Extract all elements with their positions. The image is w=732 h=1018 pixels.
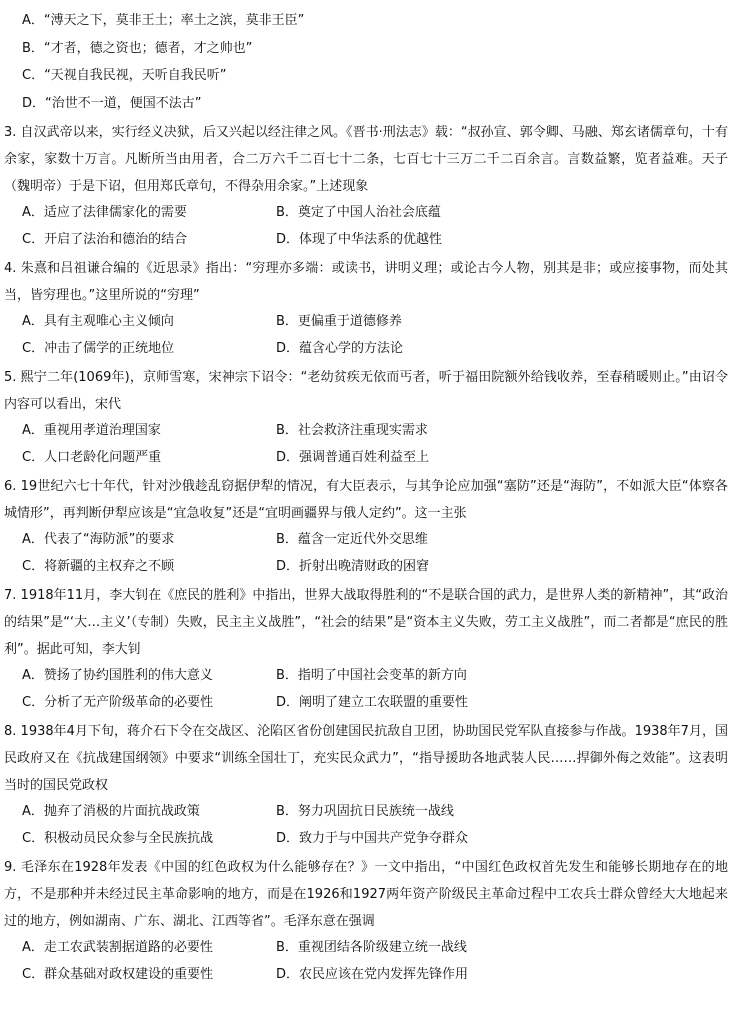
question-3-option-d: D．体现了中华法系的优越性	[276, 232, 443, 247]
question-4-option-d: D．蕴含心学的方法论	[276, 341, 404, 356]
question-3-option-b: B．奠定了中国人治社会底蕴	[276, 205, 441, 220]
question-9-option-c: C．群众基础对政权建设的重要性	[22, 967, 214, 982]
question-7-option-c: C．分析了无产阶级革命的必要性	[22, 695, 214, 710]
question-6-option-d: D．折射出晚清财政的困窘	[276, 559, 430, 574]
question-6-stem: 6. 19世纪六七十年代，针对沙俄趁乱窃据伊犁的情况，有大臣表示，与其争论应加强“塞防”还是“海防”，不如派大臣“体察各城情形”，再判断伊犁应该是“宜急收复”还是“宜明画疆界与俄人定约”。这一主张	[4, 479, 728, 522]
question-5-option-b: B．社会救济注重现实需求	[276, 423, 428, 438]
question-4-option-c: C．冲击了儒学的正统地位	[22, 341, 175, 356]
prev-option-b: B．“才者，德之资也；德者，才之帅也”	[22, 41, 253, 56]
question-7-option-d: D．阐明了建立工农联盟的重要性	[276, 695, 469, 710]
question-8-option-a: A．抛弃了消极的片面抗战政策	[22, 804, 200, 819]
question-3-stem: 3. 自汉武帝以来，实行经义决狱，后又兴起以经注律之风。《晋书·刑法志》载：“叔孙宣、郭令卿、马融、郑玄诸儒章句，十有余家，家数十万言。凡断所当由用者，合二万六千二百七十二条，七百七十三万二千二百余言。言数益繁，览者益难。天子（魏明帝）于是下诏，但用郑氏章句，不得杂用余家。”上述现象	[4, 125, 728, 195]
prev-option-a: A．“溥天之下，莫非王土；率土之滨，莫非王臣”	[22, 13, 305, 28]
question-5-option-c: C．人口老龄化问题严重	[22, 450, 162, 465]
question-7-option-b: B．指明了中国社会变革的新方向	[276, 668, 467, 683]
question-8-stem: 8. 1938年4月下旬，蒋介石下令在交战区、沦陷区省份创建国民抗敌自卫团，协助国民党军队直接参与作战。1938年7月，国民政府又在《抗战建国纲领》中要求“训练全国壮丁，充实民众武力”，“指导援助各地武装人民……捍御外侮之效能”。这表明当时的国民党政权	[4, 724, 728, 794]
question-8-option-d: D．致力于与中国共产党争夺群众	[276, 831, 469, 846]
question-9-option-a: A．走工农武装割据道路的必要性	[22, 940, 213, 955]
question-3-option-a: A．适应了法律儒家化的需要	[22, 205, 187, 220]
question-8-option-c: C．积极动员民众参与全民族抗战	[22, 831, 214, 846]
question-6-option-a: A．代表了“海防派”的要求	[22, 532, 175, 547]
question-5-option-a: A．重视用孝道治理国家	[22, 423, 161, 438]
question-8-option-b: B．努力巩固抗日民族统一战线	[276, 804, 454, 819]
prev-option-d: D．“治世不一道，便国不法古”	[22, 96, 202, 111]
question-7-option-a: A．赞扬了协约国胜利的伟大意义	[22, 668, 213, 683]
question-7-stem: 7. 1918年11月，李大钊在《庶民的胜利》中指出，世界大战取得胜利的“不是联合国的武力，是世界人类的新精神”，其“政治的结果”是“‘大…主义’（专制）失败，民主主义战胜”，“社会的结果”是“资本主义失败，劳工主义战胜”，而二者都是“庶民的胜利”。据此可知，李大钊	[4, 588, 728, 658]
question-6-option-c: C．将新疆的主权弃之不顾	[22, 559, 175, 574]
question-4-option-a: A．具有主观唯心主义倾向	[22, 314, 174, 329]
question-5-option-d: D．强调普通百姓利益至上	[276, 450, 430, 465]
question-6-option-b: B．蕴含一定近代外交思维	[276, 532, 428, 547]
question-5-stem: 5. 熙宁二年(1069年)，京师雪寒，宋神宗下诏令：“老幼贫疾无依而丐者，听于福田院额外给钱收养，至春稍暖则止。”由诏令内容可以看出，宋代	[4, 370, 728, 413]
question-4-stem: 4. 朱熹和吕祖谦合编的《近思录》指出：“穷理亦多端：或读书，讲明义理；或论古今人物，别其是非；或应接事物，而处其当，皆穷理也。”这里所说的“穷理”	[4, 261, 728, 304]
question-9-stem: 9. 毛泽东在1928年发表《中国的红色政权为什么能够存在？》一文中指出，“中国红色政权首先发生和能够长期地存在的地方，不是那种并未经过民主革命影响的地方，而是在1926和1927两年资产阶级民主革命过程中工农兵士群众曾经大大地起来过的地方，例如湖南、广东、湖北、江西等省”。毛泽东意在强调	[4, 860, 728, 930]
prev-option-c: C．“天视自我民视，天听自我民听”	[22, 68, 227, 83]
question-9-option-d: D．农民应该在党内发挥先锋作用	[276, 967, 469, 982]
question-4-option-b: B．更偏重于道德修养	[276, 314, 402, 329]
question-3-option-c: C．开启了法治和德治的结合	[22, 232, 188, 247]
question-9-option-b: B．重视团结各阶级建立统一战线	[276, 940, 467, 955]
